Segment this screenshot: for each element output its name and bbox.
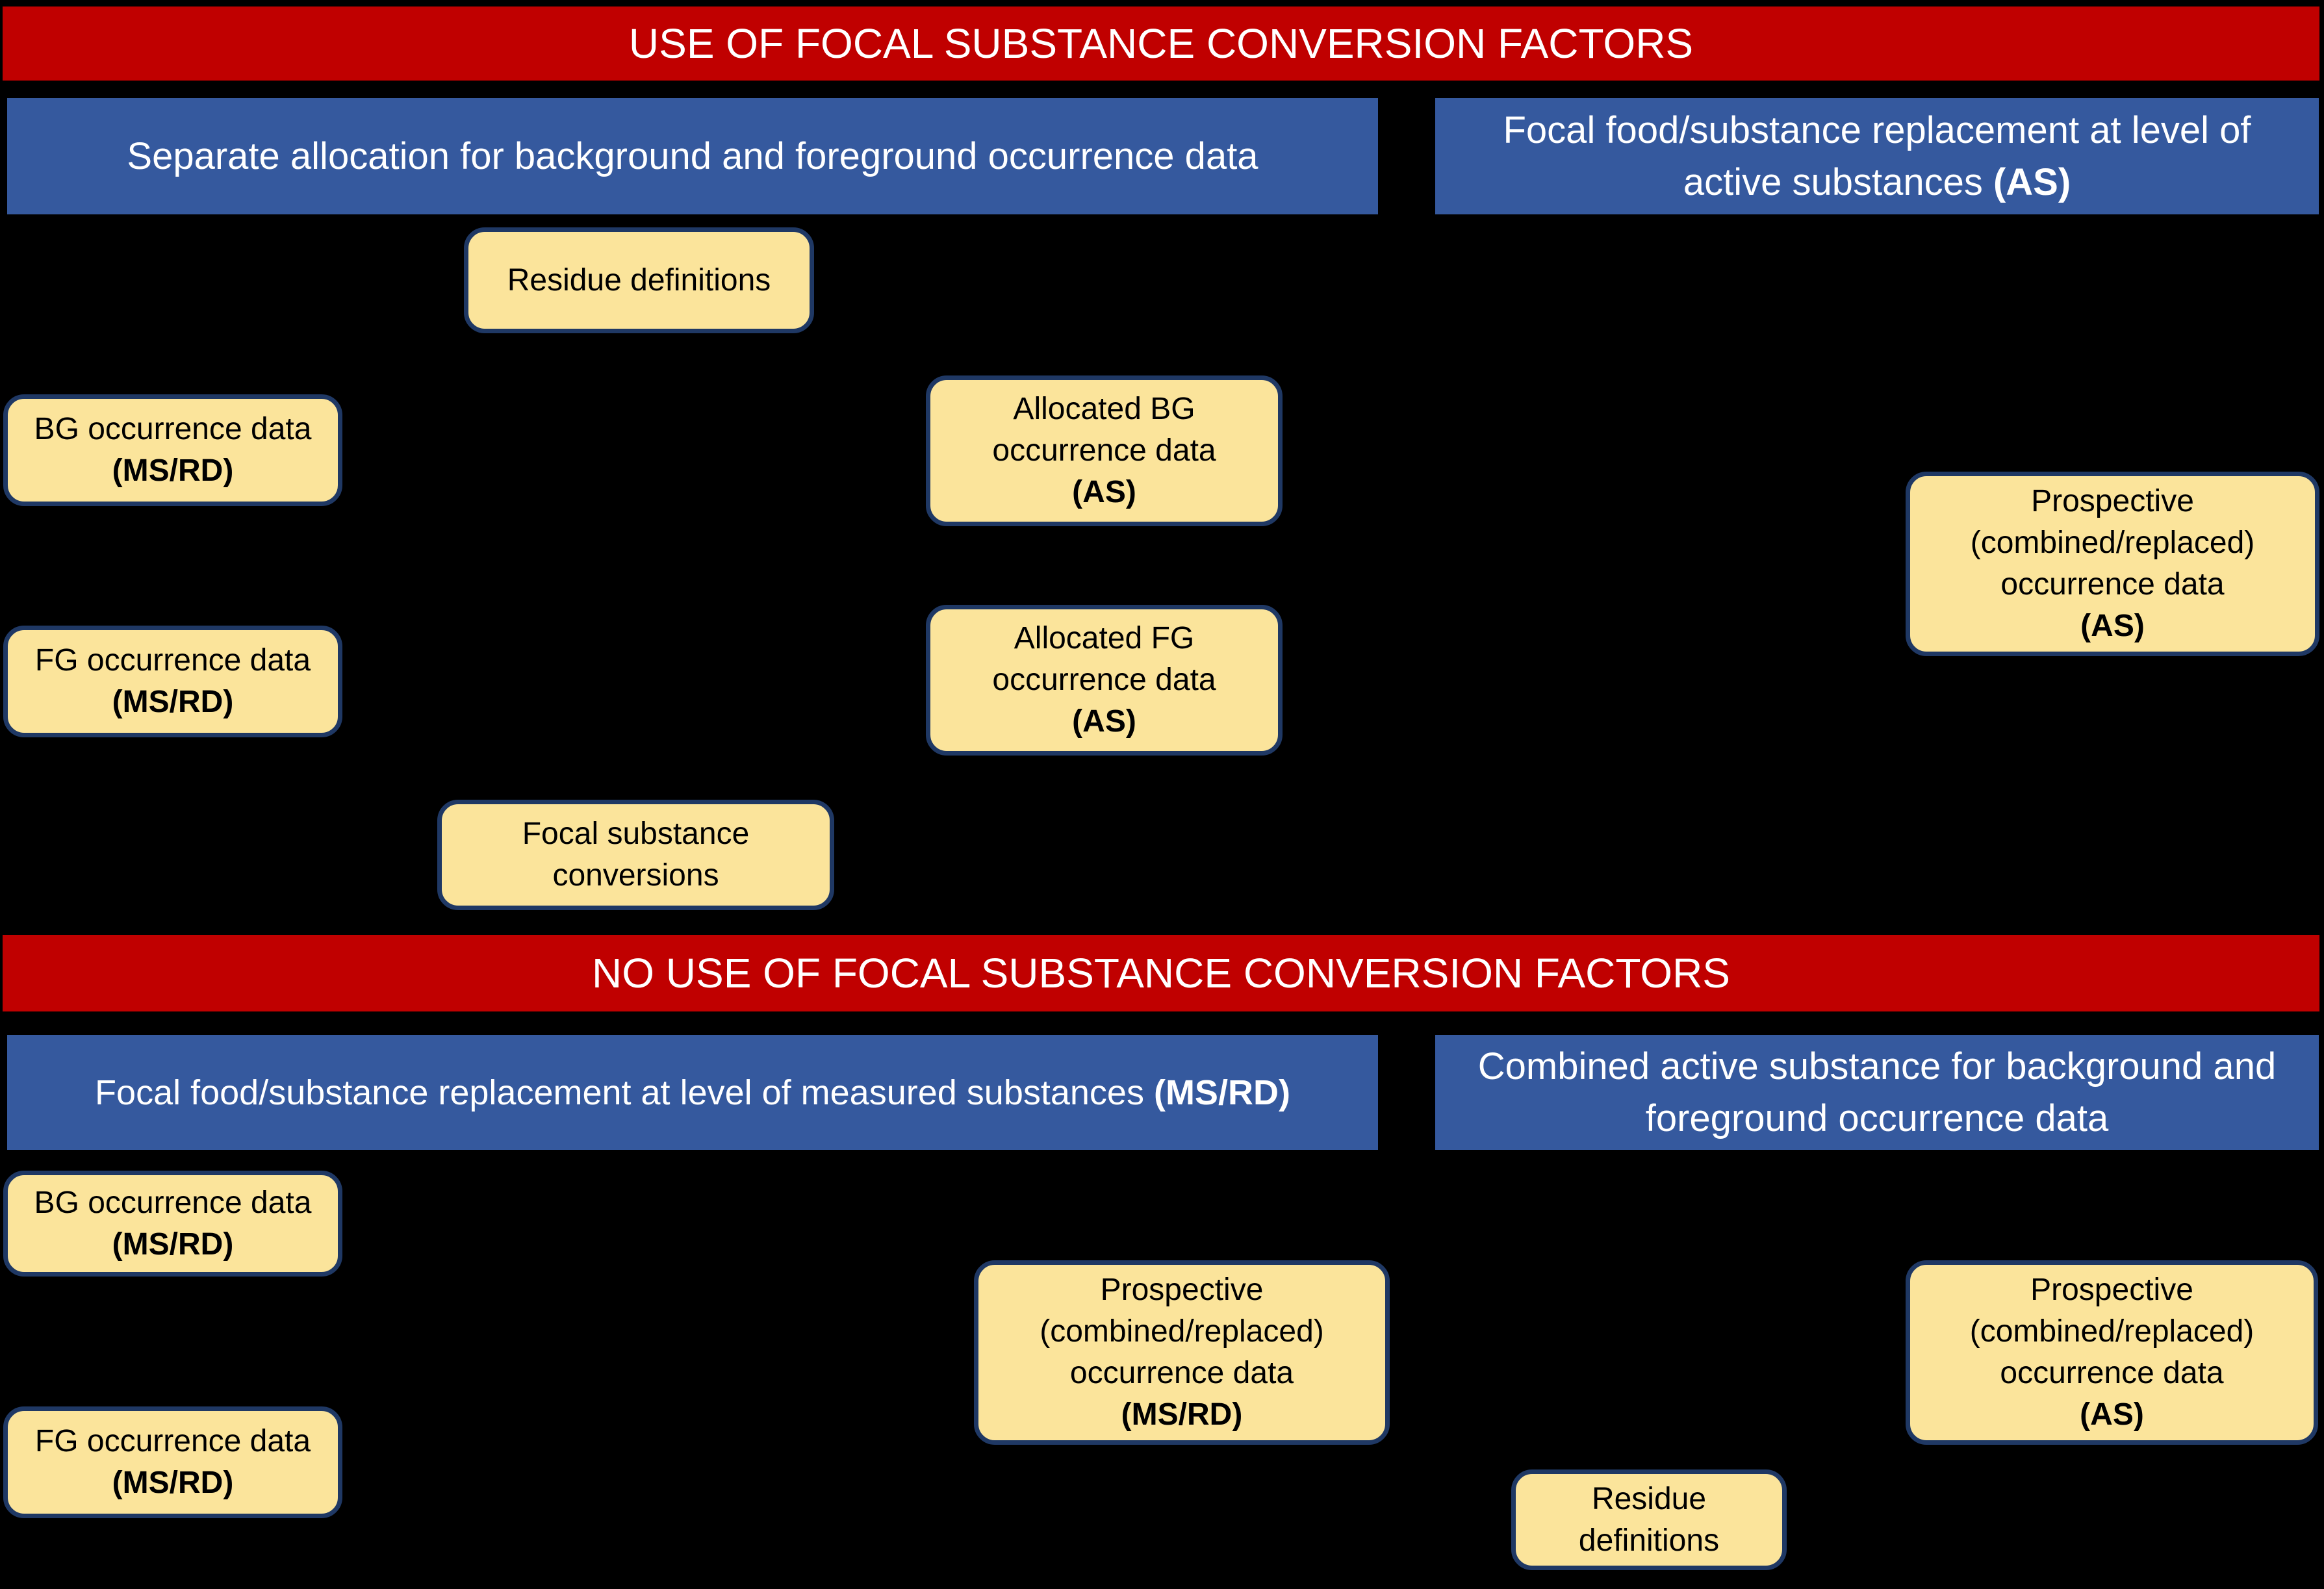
box-bg-occurrence-top xyxy=(3,394,342,506)
box-allocated-fg xyxy=(926,605,1283,756)
box-prospective-msrd-line1: Prospective xyxy=(1100,1273,1264,1307)
box-bg-occurrence-top-line2: (MS/RD) xyxy=(112,453,234,488)
box-prospective-as-bottom-line2: (combined/replaced) xyxy=(1969,1314,2254,1349)
box-fg-occurrence-top-line1: FG occurrence data xyxy=(34,643,311,678)
subheader-separate-allocation xyxy=(7,98,1378,214)
subheader-focal-replacement-as-line2-bold: (AS) xyxy=(1993,160,2071,203)
subheader-combined-as-line2: foreground occurrence data xyxy=(1645,1097,2109,1139)
subheader-focal-replacement-as xyxy=(1435,98,2319,214)
box-residue-definitions-bottom xyxy=(1511,1469,1787,1570)
subheader-focal-replacement-as-line2-normal: active substances xyxy=(1683,160,1993,203)
box-prospective-as-top-line3: occurrence data xyxy=(2000,567,2225,602)
box-prospective-as-top xyxy=(1906,472,2319,656)
box-allocated-fg-line1: Allocated FG xyxy=(1014,621,1195,655)
box-prospective-as-bottom-line4: (AS) xyxy=(2080,1397,2144,1432)
box-bg-occurrence-bottom-line2: (MS/RD) xyxy=(112,1227,234,1262)
box-allocated-bg-line3: (AS) xyxy=(1072,475,1136,509)
subheader-separate-allocation-label: Separate allocation for background and foreground occurrence data xyxy=(127,134,1258,177)
box-prospective-as-bottom xyxy=(1906,1260,2318,1445)
box-focal-substance-conversions-line1: Focal substance xyxy=(522,817,750,851)
box-prospective-msrd-line4: (MS/RD) xyxy=(1121,1397,1243,1432)
box-fg-occurrence-bottom-line2: (MS/RD) xyxy=(112,1466,234,1500)
subheader-focal-replacement-msrd-label xyxy=(95,1067,1290,1119)
subheader-combined-as-line1: Combined active substance for background and xyxy=(1477,1045,2277,1087)
box-fg-occurrence-top-line2: (MS/RD) xyxy=(112,685,234,719)
box-focal-substance-conversions xyxy=(437,800,834,910)
box-residue-definitions-bottom-line1: Residue xyxy=(1591,1481,1707,1516)
box-allocated-fg-line2: occurrence data xyxy=(992,663,1216,697)
box-prospective-msrd xyxy=(974,1260,1390,1445)
subheader-focal-replacement-msrd-normal: Focal food/substance replacement at level of measured substances xyxy=(95,1073,1154,1112)
box-allocated-bg-line1: Allocated BG xyxy=(1013,392,1195,426)
box-bg-occurrence-top-line1: BG occurrence data xyxy=(34,412,312,446)
header-use-focal-factors-label: USE OF FOCAL SUBSTANCE CONVERSION FACTORS xyxy=(628,20,1694,67)
box-focal-substance-conversions-line2: conversions xyxy=(552,858,719,893)
subheader-combined-as xyxy=(1435,1035,2319,1150)
box-prospective-as-top-line1: Prospective xyxy=(2031,484,2194,518)
box-prospective-as-bottom-line1: Prospective xyxy=(2030,1273,2193,1307)
box-bg-occurrence-bottom xyxy=(3,1171,342,1277)
box-allocated-bg-line2: occurrence data xyxy=(992,433,1216,468)
box-prospective-msrd-line3: occurrence data xyxy=(1069,1356,1294,1390)
box-prospective-as-bottom-line3: occurrence data xyxy=(2000,1356,2224,1390)
box-residue-definitions-top xyxy=(464,227,814,333)
subheader-focal-replacement-as-line1: Focal food/substance replacement at level of xyxy=(1503,108,2251,151)
subheader-focal-replacement-as-line2 xyxy=(1683,157,2071,209)
box-bg-occurrence-bottom-line1: BG occurrence data xyxy=(34,1185,312,1220)
header-use-focal-factors xyxy=(3,6,2319,81)
box-residue-definitions-top-label: Residue definitions xyxy=(507,262,771,298)
box-prospective-msrd-line2: (combined/replaced) xyxy=(1040,1314,1324,1349)
header-no-use-focal-factors xyxy=(3,935,2319,1011)
box-residue-definitions-bottom-line2: definitions xyxy=(1578,1523,1720,1558)
box-fg-occurrence-top xyxy=(3,626,342,737)
box-fg-occurrence-bottom-line1: FG occurrence data xyxy=(34,1424,311,1458)
box-allocated-fg-line3: (AS) xyxy=(1072,704,1136,739)
box-fg-occurrence-bottom xyxy=(3,1406,342,1518)
box-prospective-as-top-line4: (AS) xyxy=(2080,609,2145,643)
subheader-focal-replacement-msrd-bold: (MS/RD) xyxy=(1153,1073,1290,1112)
box-prospective-as-top-line2: (combined/replaced) xyxy=(1970,526,2255,560)
header-no-use-focal-factors-label: NO USE OF FOCAL SUBSTANCE CONVERSION FACTORS xyxy=(592,950,1730,997)
subheader-focal-replacement-msrd xyxy=(7,1035,1378,1150)
box-allocated-bg xyxy=(926,375,1283,526)
